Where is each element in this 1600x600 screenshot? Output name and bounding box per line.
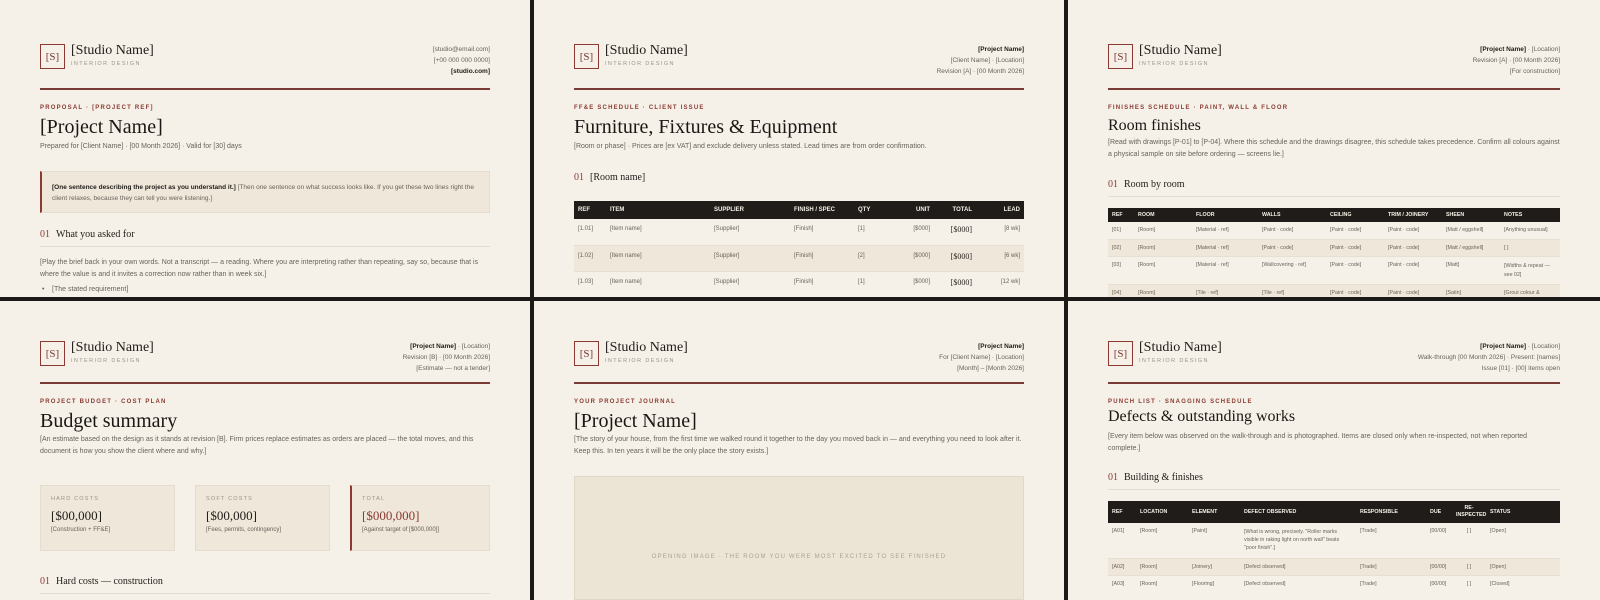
table-row[interactable]: [1.01] [Item name] [Supplier] [Finish] [1] [$000] [$000] [8 wk]	[574, 219, 1024, 245]
studio-logo: [S]	[40, 341, 65, 366]
project-name: [Project Name]	[978, 343, 1024, 350]
studio-tagline: INTERIOR DESIGN	[1139, 358, 1209, 364]
page-subtitle: [An estimate based on the design as it stands at revision [B]. Firm prices replace estimates as orders are placed — the total moves, and this document is how you show the client where and why.]	[40, 436, 474, 455]
page-title: Budget summary	[40, 410, 178, 432]
project-location: [Project Name] · [Location]	[1480, 343, 1560, 350]
hard-costs-card: HARD COSTS [$00,000] [Construction + FF&E]	[40, 485, 175, 551]
project-details	[937, 44, 1024, 77]
studio-tagline: INTERIOR DESIGN	[71, 358, 141, 364]
studio-name: [Studio Name]	[71, 340, 154, 355]
studio-tagline: INTERIOR DESIGN	[71, 61, 141, 67]
table-header-row: REF ROOM FLOOR WALLS CEILING TRIM / JOINERY SHEEN NOTES	[1108, 208, 1560, 222]
section-heading	[1108, 179, 1560, 197]
studio-tagline: INTERIOR DESIGN	[605, 358, 675, 364]
table-row[interactable]: [01] [Room] [Material · ref] [Paint · code] [Paint · code] [Paint · code] [Matt / eggshell] [Anything unusual]	[1108, 222, 1560, 239]
col-total: TOTAL	[934, 201, 976, 219]
studio-tagline: INTERIOR DESIGN	[605, 61, 675, 67]
project-location: [Project Name] · [Location]	[410, 343, 490, 350]
page-title: Room finishes	[1108, 117, 1201, 134]
table-row[interactable]: [A02] [Room] [Joinery] [Defect observed] [Trade] [00/00] [ ] [Open]	[1108, 558, 1560, 575]
finishes-schedule-page[interactable]	[1068, 0, 1600, 297]
client-location: For [Client Name] · [Location]	[939, 354, 1024, 361]
page-subtitle: [Room or phase] · Prices are [ex VAT] and exclude delivery unless stated. Lead times are from order confirmation.	[574, 143, 927, 150]
table-header-row: REF LOCATION ELEMENT DEFECT OBSERVED RESPONSIBLE DUE RE-INSPECTED STATUS	[1108, 501, 1560, 523]
contact-website: [studio.com]	[451, 68, 490, 75]
finishes-table	[1108, 208, 1560, 297]
section-heading	[1108, 472, 1560, 490]
header-rule	[574, 382, 1024, 384]
callout-text: [Then one sentence on what success looks like. If you get these two lines right the client relaxes, because they can tell you were listening.]	[52, 184, 474, 202]
ffe-table	[574, 201, 1024, 297]
contact-phone: [+00 000 000 0000]	[433, 57, 490, 64]
studio-logo: [S]	[1108, 44, 1133, 69]
studio-name: [Studio Name]	[1139, 340, 1222, 355]
table-header-row	[574, 201, 1024, 219]
project-details	[403, 341, 490, 374]
project-details	[1418, 341, 1560, 374]
section-title: Room by room	[1124, 179, 1185, 190]
studio-tagline: INTERIOR DESIGN	[1139, 61, 1209, 67]
page-title: Defects & outstanding works	[1108, 408, 1296, 425]
page-title: [Project Name]	[574, 410, 697, 432]
project-name: [Project Name]	[978, 46, 1024, 53]
budget-page[interactable]	[0, 301, 530, 600]
proposal-page[interactable]	[0, 0, 530, 297]
studio-logo: [S]	[574, 44, 599, 69]
estimate-status: [Estimate — not a tender]	[416, 365, 490, 372]
punch-list-page[interactable]	[1068, 301, 1600, 600]
requirement-bullet: • [The stated requirement]	[42, 286, 129, 293]
doc-kicker: YOUR PROJECT JOURNAL	[574, 399, 677, 405]
opening-image-placeholder[interactable]	[574, 476, 1024, 600]
section-heading	[40, 229, 490, 247]
revision-date: Revision [A] · [00 Month 2026]	[1472, 57, 1560, 64]
section-number: 01	[40, 229, 50, 240]
col-ref: REF	[574, 201, 606, 219]
table-row[interactable]: [A01] [Room] [Paint] [What is wrong, precisely. "Roller marks visible in raking light on north wall" beats "poor finish".] [Trade] [00/00] [ ] [Open]	[1108, 523, 1560, 558]
header-rule	[40, 88, 490, 90]
col-unit: UNIT	[888, 201, 934, 219]
header-rule	[40, 382, 490, 384]
col-qty: QTY	[854, 201, 888, 219]
contact-email: [studio@email.com]	[432, 46, 490, 53]
table-row[interactable]: [A03] [Room] [Flooring] [Defect observed] [Trade] [00/00] [ ] [Closed]	[1112, 580, 1510, 587]
section-title: What you asked for	[56, 229, 135, 240]
project-details	[1473, 44, 1560, 77]
page-header	[574, 44, 1024, 94]
client-location: [Client Name] · [Location]	[950, 57, 1024, 64]
doc-kicker: FINISHES SCHEDULE · PAINT, WALL & FLOOR	[1108, 105, 1289, 111]
table-row[interactable]: [04] [Room] [Tile · ref] [Tile · ref] [Paint · code] [Paint · code] [Satin] [Grout colour &	[1108, 284, 1560, 297]
doc-kicker: FF&E SCHEDULE · CLIENT ISSUE	[574, 105, 705, 111]
revision-date: Revision [A] · [00 Month 2026]	[936, 68, 1024, 75]
page-subtitle: Prepared for [Client Name] · [00 Month 2026] · Valid for [30] days	[40, 143, 242, 150]
project-details	[939, 341, 1024, 374]
doc-kicker: PROPOSAL · [PROJECT REF]	[40, 105, 154, 111]
studio-logo: [S]	[1108, 341, 1133, 366]
studio-logo: [S]	[40, 44, 65, 69]
section-title: Hard costs — construction	[56, 576, 163, 587]
studio-name: [Studio Name]	[71, 43, 154, 58]
studio-logo: [S]	[574, 341, 599, 366]
image-caption: OPENING IMAGE · THE ROOM YOU WERE MOST EXCITED TO SEE FINISHED	[651, 554, 947, 560]
studio-name: [Studio Name]	[1139, 43, 1222, 58]
issue-status: [For construction]	[1509, 68, 1560, 75]
doc-kicker: PUNCH LIST · SNAGGING SCHEDULE	[1108, 399, 1253, 405]
studio-name: [Studio Name]	[605, 43, 688, 58]
col-supplier: SUPPLIER	[710, 201, 790, 219]
header-rule	[574, 88, 1024, 90]
section-title: Building & finishes	[1124, 472, 1203, 483]
header-rule	[1108, 382, 1560, 384]
date-range: [Month] – [Month 2026]	[957, 365, 1024, 372]
studio-name: [Studio Name]	[605, 340, 688, 355]
project-location: [Project Name] · [Location]	[1480, 46, 1560, 53]
section-paragraph: [Play the brief back in your own words. Not a transcript — a reading. Where you are interpreting rather than repeating, say so, because that is where the value is and it invites a correction now rather than in week six.]	[40, 259, 479, 278]
table-row[interactable]: [1.03] [Item name] [Supplier] [Finish] [1] [$000] [$000] [12 wk]	[574, 271, 1024, 297]
page-title: Furniture, Fixtures & Equipment	[574, 116, 838, 138]
contact-details	[433, 44, 490, 77]
page-header	[40, 44, 490, 94]
page-subtitle: [Every item below was observed on the walk-through and is photographed. Items are closed only when re-inspected, not when reported complete.]	[1108, 433, 1528, 452]
total-cost-card: TOTAL [$000,000] [Against target of [$000,000]]	[350, 485, 490, 551]
soft-costs-card: SOFT COSTS [$00,000] [Fees, permits, contingency]	[195, 485, 330, 551]
section-number: 01	[1108, 179, 1118, 190]
section-number: 01	[1108, 472, 1118, 483]
callout-lead: [One sentence describing the project as you understand it.]	[52, 184, 236, 191]
header-rule	[1108, 88, 1560, 90]
page-subtitle: [Read with drawings [P-01] to [P-04]. Where this schedule and the drawings disagree, this schedule takes precedence. Confirm all colours against a physical sample on site before ordering — screens lie.]	[1108, 139, 1560, 158]
col-item: ITEM	[606, 201, 710, 219]
walkthrough-details: Walk-through [00 Month 2026] · Present: [names]	[1417, 354, 1560, 361]
revision-date: Revision [B] · [00 Month 2026]	[402, 354, 490, 361]
col-lead: LEAD	[976, 201, 1024, 219]
page-header	[1108, 44, 1560, 94]
page-title: [Project Name]	[40, 116, 163, 138]
section-number: 01	[40, 576, 50, 587]
ffe-schedule-page[interactable]	[534, 0, 1064, 297]
table-row[interactable]: [03] [Room] [Material · ref] [Wallcovering · ref] [Paint · code] [Paint · code] [Matt] [Widths & repeat — see 02]	[1108, 256, 1560, 284]
section-title: [Room name]	[590, 172, 646, 183]
section-number: 01	[574, 172, 584, 183]
page-subtitle: [The story of your house, from the first time we walked round it together to the day you moved back in — and everything you need to look after it. Keep this. In ten years it will be the only place the story exists.]	[574, 436, 1022, 455]
section-heading	[40, 576, 490, 594]
col-finish: FINISH / SPEC	[790, 201, 854, 219]
table-row[interactable]: [1.02] [Item name] [Supplier] [Finish] [2] [$000] [$000] [6 wk]	[574, 245, 1024, 271]
issue-count: Issue [01] · [00] items open	[1481, 365, 1560, 372]
section-heading	[574, 172, 1024, 190]
project-journal-page[interactable]	[534, 301, 1064, 600]
table-row[interactable]: [02] [Room] [Material · ref] [Paint · code] [Paint · code] [Paint · code] [Matt / eggshell] [ ]	[1108, 239, 1560, 256]
defects-table	[1108, 501, 1560, 592]
doc-kicker: PROJECT BUDGET · COST PLAN	[40, 399, 167, 405]
brief-callout	[40, 171, 490, 213]
